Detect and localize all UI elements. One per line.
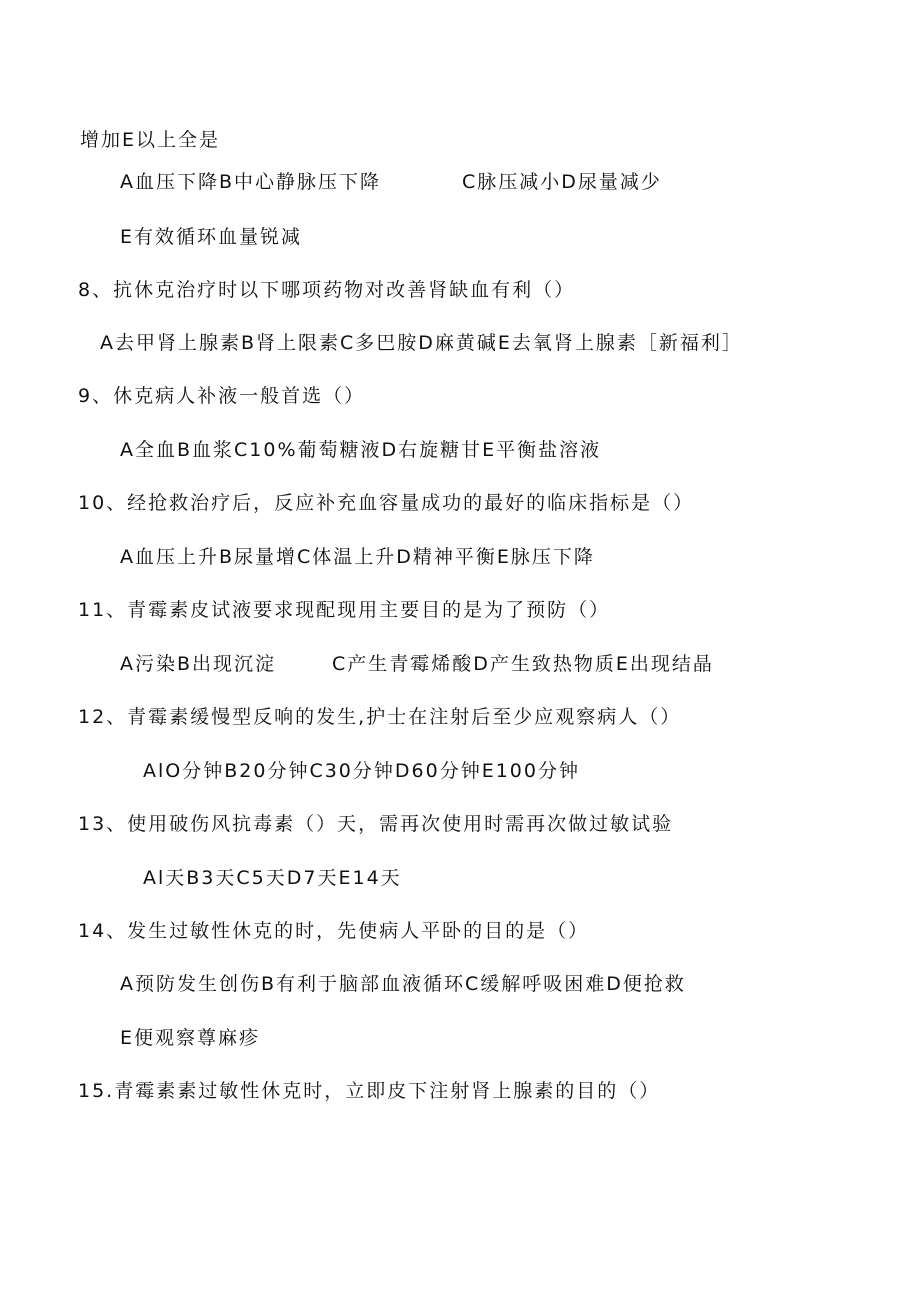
- question-9: 9、休克病人补液一般首选（）: [78, 385, 366, 407]
- question-13: 13、使用破伤风抗毒素（）天，需再次使用时需再次做过敏试验: [78, 813, 674, 835]
- q13-options: Al天B3天C5天D7天E14天: [143, 867, 402, 889]
- q7-option-e: E有效循环血量锐减: [120, 226, 303, 248]
- q10-options: A血压上升B尿量增C体温上升D精神平衡E脉压下降: [120, 546, 595, 568]
- q7-options-cd: C脉压减小D尿量减少: [462, 171, 662, 193]
- q12-options: AlO分钟B20分钟C30分钟D60分钟E100分钟: [143, 760, 580, 782]
- question-14: 14、发生过敏性休克的时，先使病人平卧的目的是（）: [78, 920, 590, 942]
- q7-options-ab: A血压下降B中心静脉压下降: [120, 171, 382, 193]
- q14-options-abcd: A预防发生创伤B有利于脑部血液循环C缓解呼吸困难D便抢救: [120, 973, 686, 995]
- question-8: 8、抗休克治疗时以下哪项药物对改善肾缺血有利（）: [78, 279, 576, 301]
- question-15: 15.青霉素素过敏性休克时，立即皮下注射肾上腺素的目的（）: [78, 1080, 661, 1102]
- q11-options-cde: C产生青霉烯酸D产生致热物质E出现结晶: [332, 653, 714, 675]
- text-line-continuation: 增加E以上全是: [80, 129, 221, 151]
- q11-options-ab: A污染B出现沉淀: [120, 653, 277, 675]
- question-12: 12、青霉素缓慢型反响的发生,护士在注射后至少应观察病人（）: [78, 706, 682, 728]
- question-10: 10、经抢救治疗后，反应补充血容量成功的最好的临床指标是（）: [78, 492, 695, 514]
- question-11: 11、青霉素皮试液要求现配现用主要目的是为了预防（）: [78, 599, 611, 621]
- q14-option-e: E便观察尊麻疹: [120, 1027, 261, 1049]
- q8-options: A去甲肾上腺素B肾上限素C多巴胺D麻黄碱E去氧肾上腺素［新福利］: [100, 332, 743, 354]
- q9-options: A全血B血浆C10%葡萄糖液D右旋糖甘E平衡盐溶液: [120, 439, 602, 461]
